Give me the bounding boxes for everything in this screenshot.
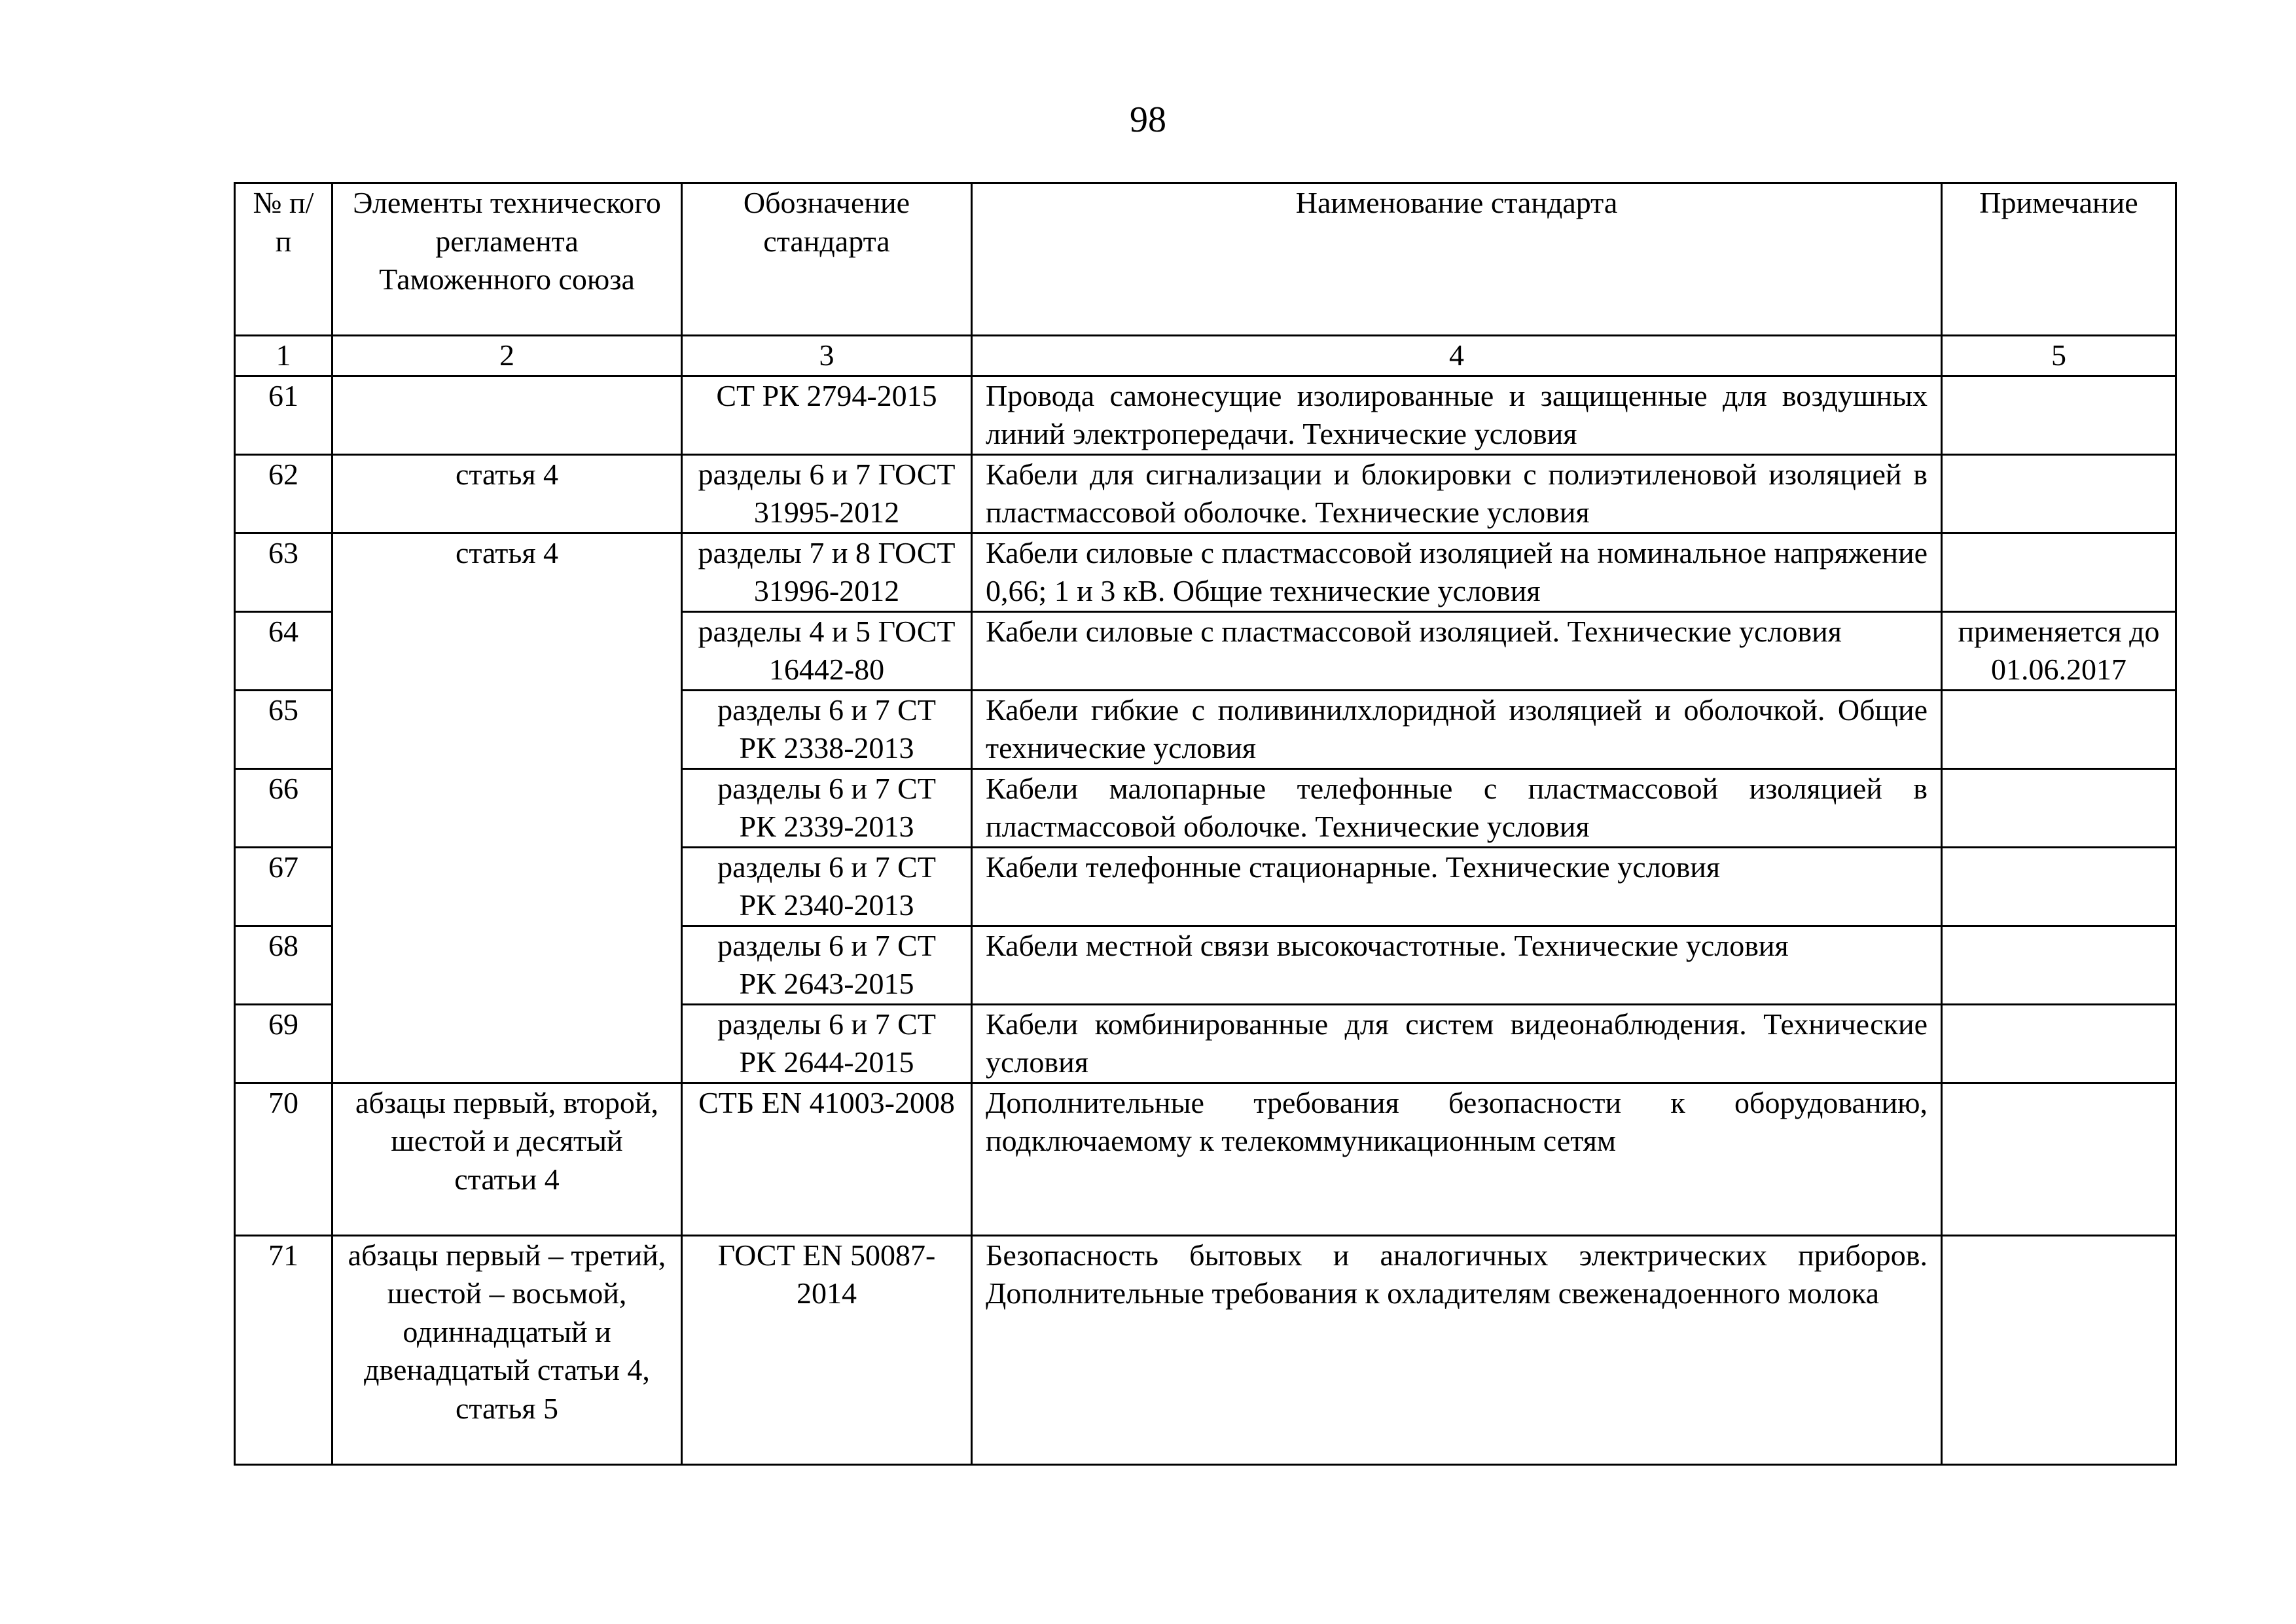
table-row (235, 533, 2176, 611)
column-number: 2 (332, 336, 682, 376)
row-note (1942, 847, 2176, 926)
row-number: 65 (235, 690, 332, 768)
row-number: 62 (235, 454, 332, 533)
row-element: абзацы первый, второй, шестой и десятый статьи 4 (332, 1083, 682, 1235)
row-standard-name: Кабели силовые с пластмассовой изоляцией. Технические условия (972, 611, 1942, 690)
row-note (1942, 376, 2176, 454)
row-note: применяется до 01.06.2017 (1942, 611, 2176, 690)
header-number: № п/п (235, 183, 332, 336)
row-standard-name: Кабели местной связи высокочастотные. Технические условия (972, 926, 1942, 1004)
standards-table (234, 182, 2177, 1466)
row-element (332, 376, 682, 454)
row-standard-name: Безопасность бытовых и аналогичных электрических приборов. Дополнительные требования к охладителям свеженадоенного молока (972, 1235, 1942, 1464)
column-number: 4 (972, 336, 1942, 376)
header-note: Примечание (1942, 183, 2176, 336)
row-number: 66 (235, 768, 332, 847)
row-designation: разделы 6 и 7 СТ РК 2643-2015 (682, 926, 972, 1004)
row-standard-name: Кабели для сигнализации и блокировки с полиэтиленовой изоляцией в пластмассовой оболочке. Технические условия (972, 454, 1942, 533)
row-number: 64 (235, 611, 332, 690)
row-standard-name: Кабели силовые с пластмассовой изоляцией на номинальное напряжение 0,66; 1 и 3 кВ. Общие технические условия (972, 533, 1942, 611)
row-element: абзацы первый – третий, шестой – восьмой, одиннадцатый и двенадцатый статьи 4, статья 5 (332, 1235, 682, 1464)
row-note (1942, 1235, 2176, 1464)
row-standard-name: Кабели малопарные телефонные с пластмассовой изоляцией в пластмассовой оболочке. Технические условия (972, 768, 1942, 847)
header-standard-name: Наименование стандарта (972, 183, 1942, 336)
row-designation: разделы 4 и 5 ГОСТ 16442-80 (682, 611, 972, 690)
row-note (1942, 454, 2176, 533)
table-row (235, 454, 2176, 533)
column-number: 3 (682, 336, 972, 376)
row-standard-name: Кабели телефонные стационарные. Технические условия (972, 847, 1942, 926)
row-standard-name: Дополнительные требования безопасности к оборудованию, подключаемому к телекоммуникационным сетям (972, 1083, 1942, 1235)
row-designation: СТБ EN 41003-2008 (682, 1083, 972, 1235)
row-element: статья 4 (332, 533, 682, 1083)
row-designation: разделы 6 и 7 СТ РК 2340-2013 (682, 847, 972, 926)
row-note (1942, 533, 2176, 611)
page-number: 98 (1130, 99, 1166, 140)
row-designation: разделы 6 и 7 СТ РК 2339-2013 (682, 768, 972, 847)
row-note (1942, 926, 2176, 1004)
row-designation: ГОСТ EN 50087-2014 (682, 1235, 972, 1464)
header-elements: Элементы технического регламента Таможенного союза (332, 183, 682, 336)
row-number: 63 (235, 533, 332, 611)
row-standard-name: Кабели комбинированные для систем видеонаблюдения. Технические условия (972, 1004, 1942, 1083)
row-number: 67 (235, 847, 332, 926)
row-designation: разделы 7 и 8 ГОСТ 31996-2012 (682, 533, 972, 611)
row-number: 69 (235, 1004, 332, 1083)
row-designation: разделы 6 и 7 ГОСТ 31995-2012 (682, 454, 972, 533)
row-note (1942, 690, 2176, 768)
row-element: статья 4 (332, 454, 682, 533)
row-standard-name: Провода самонесущие изолированные и защищенные для воздушных линий электропередачи. Технические условия (972, 376, 1942, 454)
row-number: 70 (235, 1083, 332, 1235)
table-row (235, 1235, 2176, 1464)
table-row (235, 1083, 2176, 1235)
row-designation: разделы 6 и 7 СТ РК 2338-2013 (682, 690, 972, 768)
row-standard-name: Кабели гибкие с поливинилхлоридной изоляцией и оболочкой. Общие технические условия (972, 690, 1942, 768)
header-designation: Обозначение стандарта (682, 183, 972, 336)
row-number: 68 (235, 926, 332, 1004)
row-designation: СТ РК 2794-2015 (682, 376, 972, 454)
row-note (1942, 768, 2176, 847)
table-header-row (235, 183, 2176, 336)
column-number-row (235, 336, 2176, 376)
row-number: 61 (235, 376, 332, 454)
table-row (235, 376, 2176, 454)
row-designation: разделы 6 и 7 СТ РК 2644-2015 (682, 1004, 972, 1083)
column-number: 1 (235, 336, 332, 376)
row-note (1942, 1004, 2176, 1083)
row-note (1942, 1083, 2176, 1235)
row-number: 71 (235, 1235, 332, 1464)
column-number: 5 (1942, 336, 2176, 376)
